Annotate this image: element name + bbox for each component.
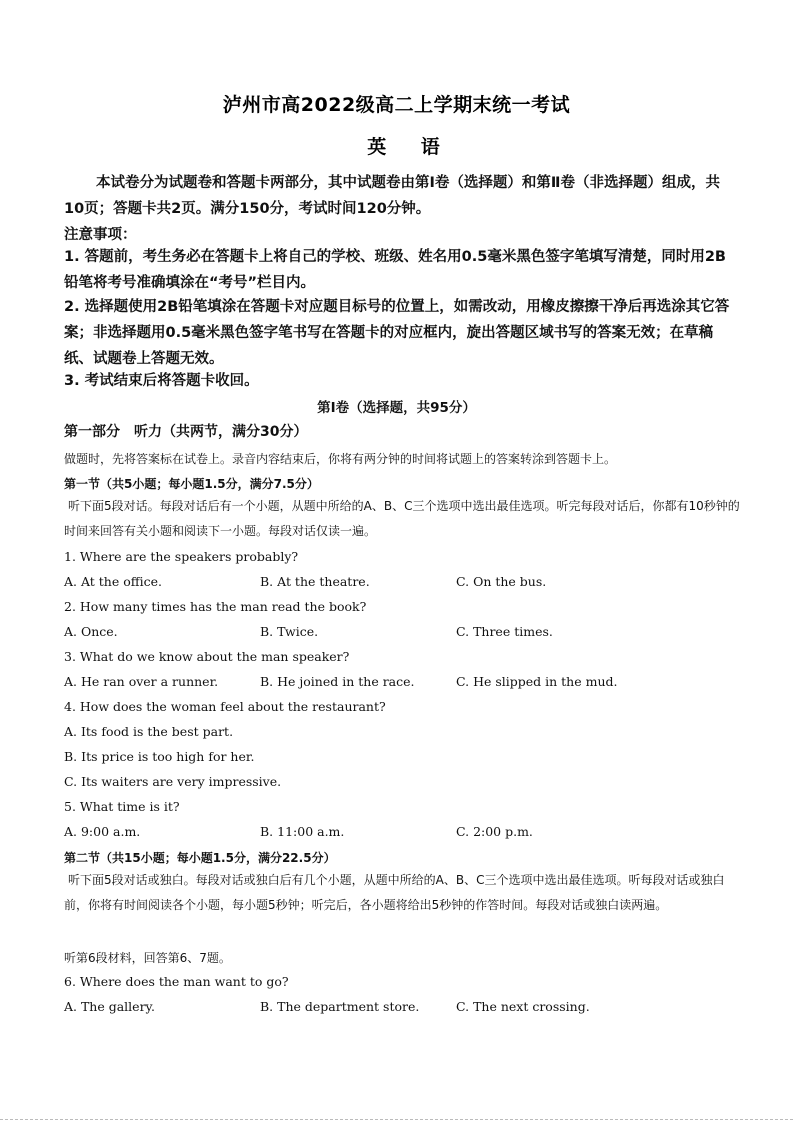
exam-title: 泸州市高2022级高二上学期末统一考试 (222, 94, 571, 116)
q6-option-a: A. The gallery. (64, 999, 155, 1014)
question-5: 5. What time is it? (64, 799, 180, 814)
volume-1-heading: 第Ⅰ卷（选择题，共95分） (317, 400, 476, 416)
question-1: 1. Where are the speakers probably? (64, 549, 299, 564)
note-1: 1. 答题前，考生务必在答题卡上将自己的学校、班级、姓名用0.5毫米黑色签字笔填写清楚，同时用2B铅笔将考号准确填涂在“考号”栏目内。 (64, 249, 726, 291)
question-4: 4. How does the woman feel about the restaurant? (64, 699, 386, 714)
q3-option-b: B. He joined in the race. (260, 674, 415, 689)
q6-option-c: C. The next crossing. (456, 999, 590, 1014)
q1-option-c: C. On the bus. (456, 574, 547, 589)
q3-option-c: C. He slipped in the mud. (456, 674, 618, 689)
q4-option-a: A. Its food is the best part. (64, 724, 234, 739)
q2-option-b: B. Twice. (260, 624, 319, 639)
section-1-instruction: 听下面5段对话。每段对话后有一个小题，从题中所给的A、B、C三个选项中选出最佳选项。听完每段对话后，你都有10秒钟的时间来回答有关小题和阅读下一小题。每段对话仅读一遍。 (64, 499, 740, 538)
intro-paragraph: 本试卷分为试题卷和答题卡两部分，其中试题卷由第Ⅰ卷（选择题）和第Ⅱ卷（非选择题）组成，共10页；答题卡共2页。满分150分，考试时间120分钟。 (64, 175, 720, 217)
part-1-heading: 第一部分 听力（共两节，满分30分） (64, 424, 308, 440)
q1-option-a: A. At the office. (64, 574, 162, 589)
q6-option-b: B. The department store. (260, 999, 420, 1014)
part-1-instruction: 做题时，先将答案标在试卷上。录音内容结束后，你将有两分钟的时间将试题上的答案转涂到答题卡上。 (64, 452, 617, 466)
q5-option-b: B. 11:00 a.m. (260, 824, 345, 839)
q2-option-a: A. Once. (64, 624, 118, 639)
page-bottom-divider (0, 1119, 793, 1120)
q5-option-c: C. 2:00 p.m. (456, 824, 533, 839)
q5-option-a: A. 9:00 a.m. (64, 824, 141, 839)
note-3: 3. 考试结束后将答题卡收回。 (64, 373, 259, 389)
q4-option-b: B. Its price is too high for her. (64, 749, 255, 764)
material-6-instruction: 听第6段材料，回答第6、7题。 (64, 951, 231, 965)
notes-heading: 注意事项： (64, 227, 137, 243)
q1-option-b: B. At the theatre. (260, 574, 370, 589)
note-2: 2. 选择题使用2B铅笔填涂在答题卡对应题目标号的位置上，如需改动，用橡皮擦擦干净后再选涂其它答案；非选择题用0.5毫米黑色签字笔书写在答题卡的对应框内，旋出答题区域书写的答案无效；在草稿纸、试题卷上答题无效。 (64, 299, 730, 367)
question-2: 2. How many times has the man read the book? (64, 599, 367, 614)
q3-option-a: A. He ran over a runner. (64, 674, 219, 689)
q4-option-c: C. Its waiters are very impressive. (64, 774, 282, 789)
question-3: 3. What do we know about the man speaker? (64, 649, 350, 664)
q2-option-c: C. Three times. (456, 624, 553, 639)
section-2-instruction: 听下面5段对话或独白。每段对话或独白后有几个小题，从题中所给的A、B、C三个选项中选出最佳选项。听每段对话或独白前，你将有时间阅读各个小题，每小题5秒钟；听完后，各小题将给出5秒钟的作答时间。每段对话或独白读两遍。 (64, 873, 725, 912)
question-6: 6. Where does the man want to go? (64, 974, 289, 989)
section-2-heading: 第二节（共15小题；每小题1.5分，满分22.5分） (64, 851, 336, 865)
section-1-heading: 第一节（共5小题；每小题1.5分，满分7.5分） (64, 477, 319, 491)
subject-title: 英 语 (367, 136, 454, 158)
